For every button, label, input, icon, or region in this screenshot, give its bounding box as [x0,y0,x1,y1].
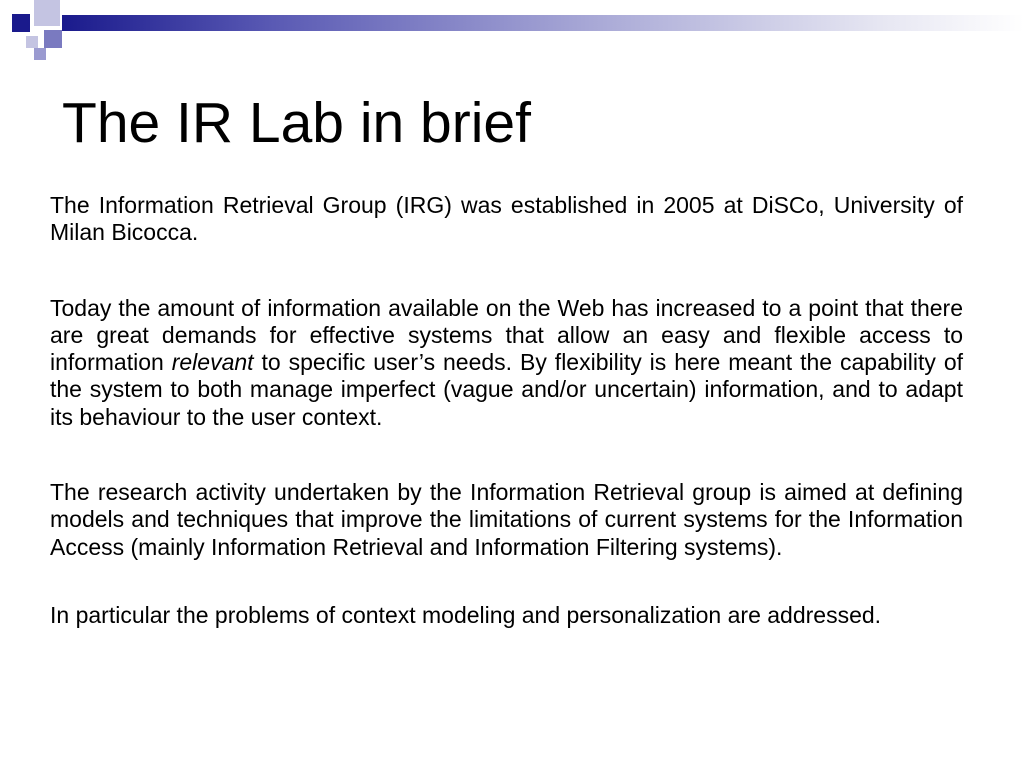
paragraph-irg-established: The Information Retrieval Group (IRG) was established in 2005 at DiSCo, University of Milan Bicocca. [50,192,963,246]
decor-square-dark [12,14,30,32]
paragraph-web-information [50,295,963,431]
decorative-squares [0,0,100,70]
paragraph-context-modeling: In particular the problems of context modeling and personalization are addressed. [50,601,882,628]
header-gradient-band [62,15,1024,31]
decor-square-mid-small [34,48,46,60]
paragraph-text: Today the amount of information available on the Web has increased to a point that there are great demands for effective systems that allow an easy and flexible access to information [50,294,963,376]
paragraph-text: to specific user’s needs. By flexibility is here meant the capability of the system to both manage imperfect (vague and/or uncertain) information, and to adapt its behaviour to the user context. [50,349,964,430]
decor-square-light [34,0,60,26]
emphasis-relevant: relevant [171,349,254,376]
decor-square-light-small [26,36,38,48]
slide-title: The IR Lab in brief [62,91,531,155]
paragraph-research-activity: The research activity undertaken by the Information Retrieval group is aimed at defining models and techniques that improve the limitations of current systems for the Information Access (mainly Information Retrieval and Information Filtering systems). [50,479,963,560]
decor-square-mid [44,30,62,48]
body-text [50,192,963,629]
